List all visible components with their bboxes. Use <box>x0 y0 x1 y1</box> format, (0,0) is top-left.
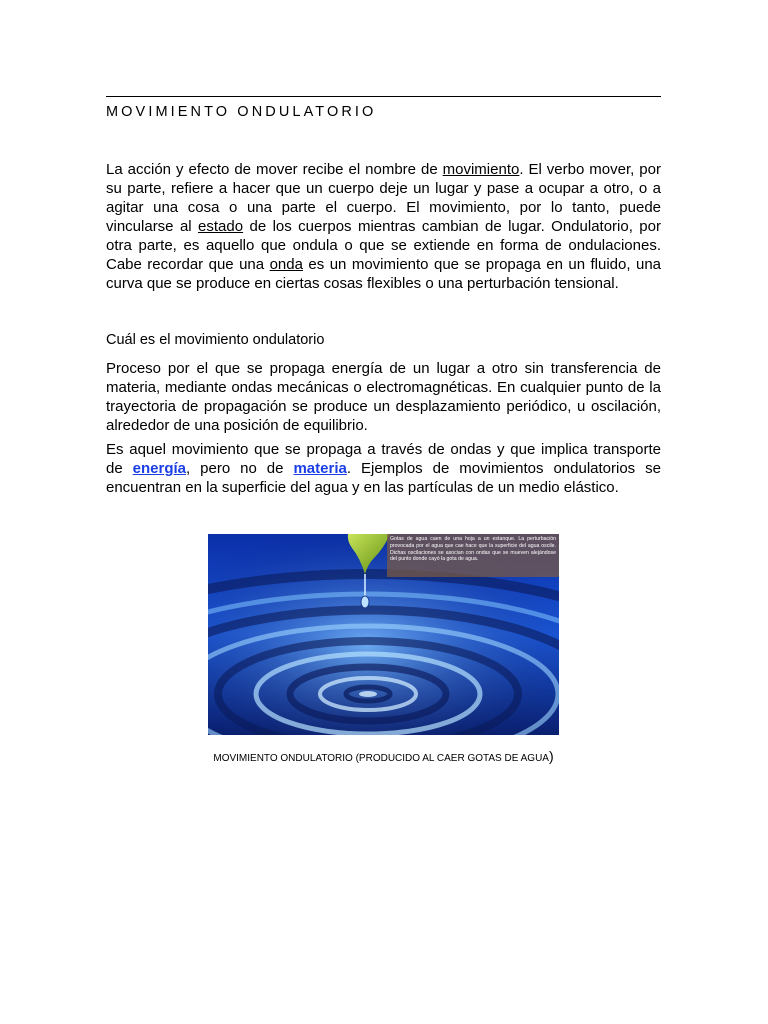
definition-paragraph: Proceso por el que se propaga energía de un lugar a otro sin transferencia de materia, mediante ondas mecánicas o electromagnéticas. En cualquier punto de la trayectoria de propagación se produce un desplazamiento periódico, u oscilación, alrededor de una posición de equilibrio. <box>106 360 661 434</box>
intro-paragraph <box>106 160 661 293</box>
examples-paragraph <box>106 440 661 497</box>
caption-text: MOVIMIENTO ONDULATORIO (PRODUCIDO AL CAER GOTAS DE AGUA <box>213 753 549 764</box>
movimiento-link[interactable]: movimiento <box>442 161 520 178</box>
text-span: Es aquel movimiento que se propaga a través de ondas y que implica transporte de <box>106 441 661 477</box>
text-span: de los cuerpos mientras cambian de lugar. Ondulatorio, por otra parte, es aquello que ondula o que se extiende en forma de ondulaciones. Cabe recordar que una <box>106 218 661 273</box>
text-span: es un movimiento que se propaga en un fluido, una curva que se produce en ciertas cosas flexibles o una perturbación tensional. <box>106 256 662 292</box>
text-span: . El verbo mover, por su parte, refiere a hacer que un cuerpo deje un lugar y pase a ocupar a otro, o a agitar una cosa o una parte el cuerpo. El movimiento, por lo tanto, puede vincularse al <box>106 161 661 235</box>
caption-paren: ) <box>548 748 554 764</box>
onda-link[interactable]: onda <box>269 256 303 273</box>
estado-link[interactable]: estado <box>198 218 244 235</box>
figure-caption <box>106 749 661 766</box>
materia-link[interactable]: materia <box>293 460 347 477</box>
title-rule <box>106 96 661 97</box>
text-span: . Ejemplos de movimientos ondulatorios se encuentran en la superficie del agua y en las partículas de un medio elástico. <box>106 460 661 496</box>
section-subheading: Cuál es el movimiento ondulatorio <box>106 332 325 348</box>
text-span: La acción y efecto de mover recibe el nombre de <box>106 161 443 178</box>
text-span: , pero no de <box>186 460 294 477</box>
document-title: MOVIMIENTO ONDULATORIO <box>106 104 377 120</box>
energia-link[interactable]: energía <box>132 460 187 477</box>
image-overlay-caption: Gotas de agua caen de una hoja a un estanque. La perturbación provocada por el agua que cae hace que la superficie del agua oscile. Dichas oscilaciones se asocian con ondas que se mueven alejándose del punto donde cayó la gota de agua. <box>387 534 559 577</box>
water-ripple-image <box>208 534 559 735</box>
